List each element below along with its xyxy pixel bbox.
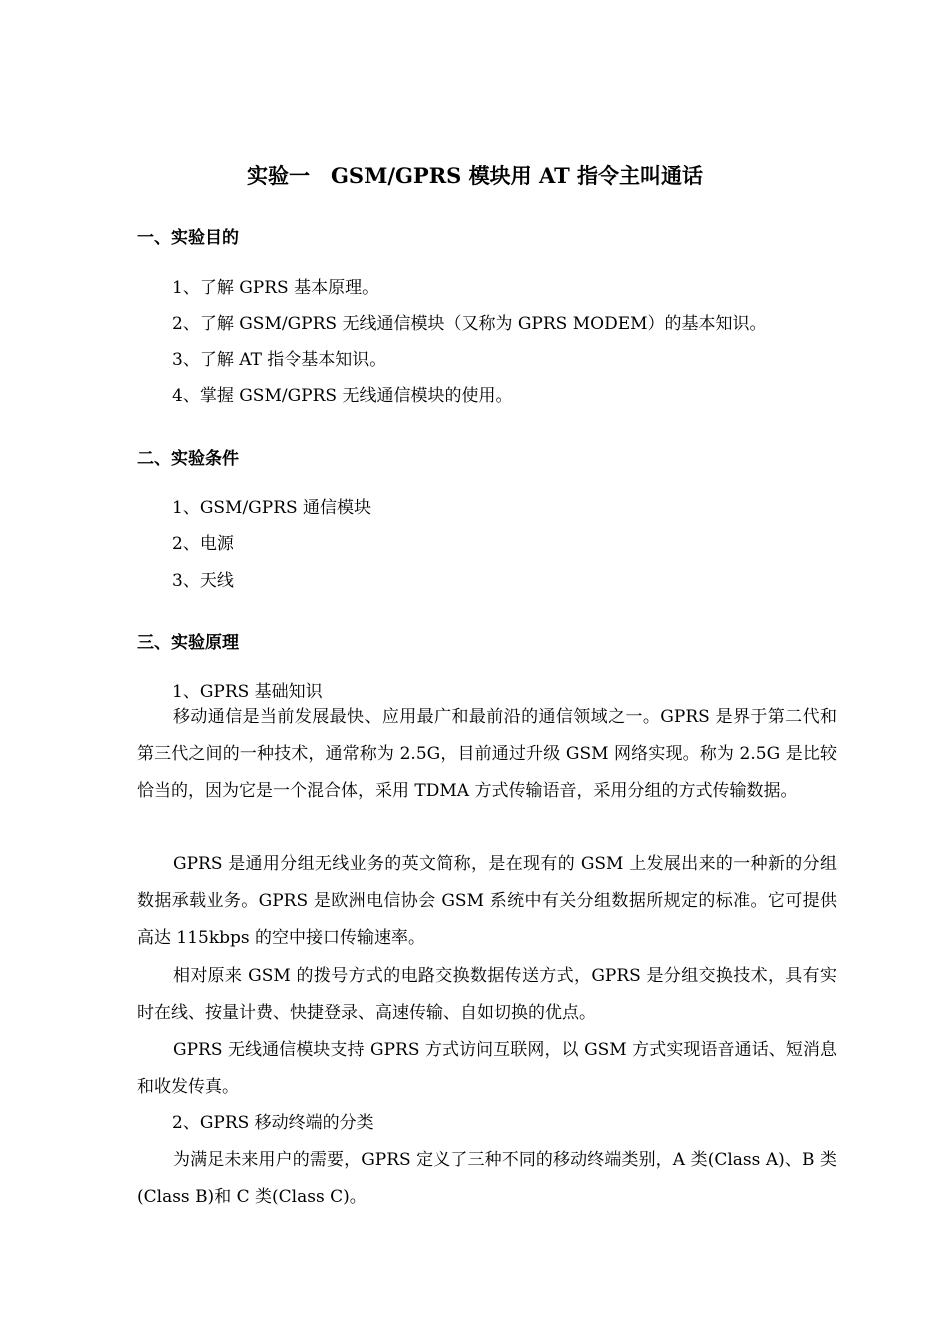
paragraph: GPRS 无线通信模块支持 GPRS 方式访问互联网，以 GSM 方式实现语音通话、短消息和收发传真。 — [137, 1040, 837, 1097]
subheading-terminal-classes: 2、GPRS 移动终端的分类 — [172, 1113, 374, 1133]
paragraph: 为满足未来用户的需要，GPRS 定义了三种不同的移动终端类别，A 类(Class A)、B 类(Class B)和 C 类(Class C)。 — [137, 1150, 837, 1207]
list-item: 4、掌握 GSM/GPRS 无线通信模块的使用。 — [172, 386, 513, 406]
list-item: 3、天线 — [172, 571, 234, 591]
list-item: 1、GSM/GPRS 通信模块 — [172, 498, 372, 518]
paragraph: 移动通信是当前发展最快、应用最广和最前沿的通信领域之一。GPRS 是界于第二代和第三代之间的一种技术，通常称为 2.5G，目前通过升级 GSM 网络实现。称为 2.5G 是比较恰当的，因为它是一个混合体，采用 TDMA 方式传输语音，采用分组的方式传输数据。 — [137, 707, 837, 801]
paragraph: GPRS 是通用分组无线业务的英文简称，是在现有的 GSM 上发展出来的一种新的分组数据承载业务。GPRS 是欧洲电信协会 GSM 系统中有关分组数据所规定的标准。它可提供高达 115kbps 的空中接口传输速率。 — [137, 854, 837, 948]
section-heading-purpose: 一、实验目的 — [137, 228, 239, 248]
subheading-gprs-basics: 1、GPRS 基础知识 — [172, 682, 323, 702]
list-item: 3、了解 AT 指令基本知识。 — [172, 350, 387, 370]
section-heading-conditions: 二、实验条件 — [137, 449, 239, 469]
list-item: 2、了解 GSM/GPRS 无线通信模块（又称为 GPRS MODEM）的基本知识。 — [172, 314, 767, 334]
document-title: 实验一 GSM/GPRS 模块用 AT 指令主叫通话 — [246, 163, 704, 188]
list-item: 2、电源 — [172, 534, 234, 554]
section-heading-principle: 三、实验原理 — [137, 633, 239, 653]
paragraph: 相对原来 GSM 的拨号方式的电路交换数据传送方式，GPRS 是分组交换技术，具有实时在线、按量计费、快捷登录、高速传输、自如切换的优点。 — [137, 966, 837, 1023]
list-item: 1、了解 GPRS 基本原理。 — [172, 278, 380, 298]
